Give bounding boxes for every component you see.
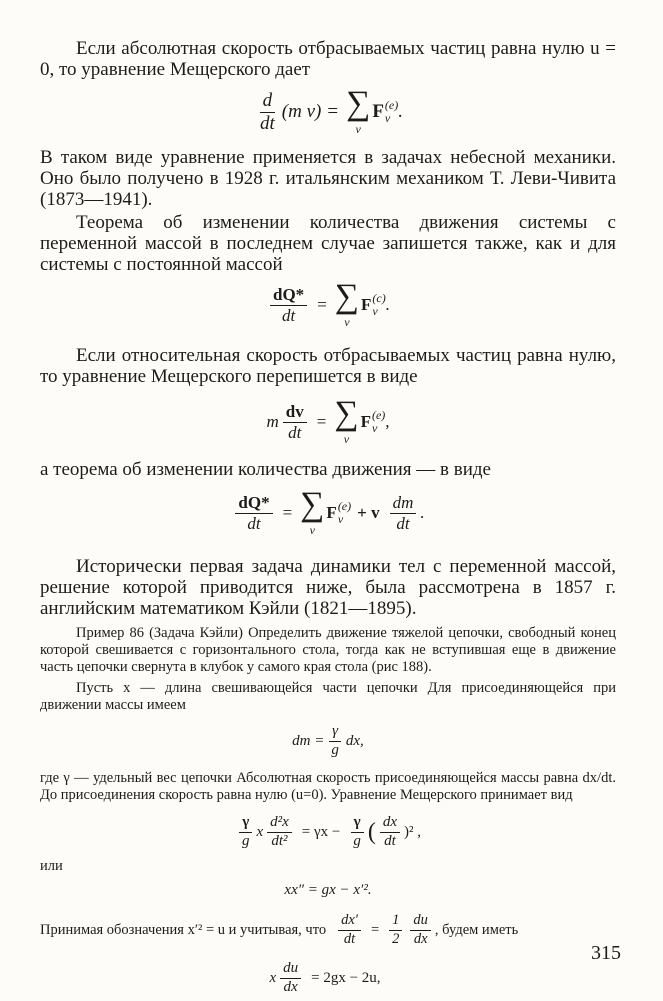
equation-4: $\frac{dQ*}{dt}$ = ∑ ν F (e) ν + v $\frac{dm}{dt}$ . — [40, 482, 616, 544]
paragraph-6: Исторически первая задача динамики тел с переменной массой, решение которой приводится ниже, была рассмотрена в 1857 г. английским математиком Кэйли (1821—1895). — [40, 556, 616, 619]
paragraph-9: где γ — удельный вес цепочки Абсолютная скорость присоединяющейся массы равна dx/dt. До присоединения скорость равна нулю (u=0). Уравнение Мещерского принимает вид — [40, 770, 616, 803]
equation-9: x $\frac{du}{dx}$ = 2gx − 2u, — [269, 959, 381, 995]
equation-3: m $\frac{dv}{dt}$ = ∑ ν F (e) ν , — [266, 395, 390, 446]
or-label: или — [40, 858, 63, 874]
paragraph-8: Пусть x — длина свешивающейся части цепочки Для присоединяющейся при движении массы имеем — [40, 680, 616, 713]
paragraph-1: Если абсолютная скорость отбрасываемых частиц равна нулю u = 0, то уравнение Мещерского дает — [40, 38, 616, 80]
equation-2: $\frac{dQ*}{dt}$ = ∑ ν F (c) ν . — [40, 277, 616, 333]
page-body — [40, 36, 616, 1001]
paragraph-3: Теорема об изменении количества движения системы с переменной массой в последнем случае запишется также, как и для системы с постоянной массой — [40, 212, 616, 275]
paragraph-4: Если относительная скорость отбрасываемых частиц равна нулю, то уравнение Мещерского перепишется в виде — [40, 345, 616, 387]
equation-7: xx″ = gx − x′². — [284, 881, 372, 898]
page-number: 315 — [591, 942, 621, 964]
equation-6: $\frac{\gamma}{g}$ x $\frac{\text{d²x}}{\text{dt²}}$ = γx − $\frac{\gamma}{g}$ ( $\frac{dx}{dt}$ )² , — [40, 806, 616, 858]
paragraph-10: Принимая обозначения x′² = u и учитывая, что $\frac{dx'}{dt}$ = $\frac{1}{2}$ $\frac{du}{dx}$ , будем иметь — [40, 912, 519, 947]
equation-5: dm = $\frac{\gamma}{g}$ dx, — [292, 722, 364, 758]
equation-1: $\frac{d}{dt}$ (m v) = ∑ ν F (e) ν . — [260, 85, 403, 136]
example-86: Пример 86 (Задача Кэйли) Определить движение тяжелой цепочки, свободный конец которой свешивается с горизонтального стола, тогда как не вступившая еще в движение часть цепочки свернута в клубок у самого края стола (рис 188). — [40, 625, 616, 675]
paragraph-5: а теорема об изменении количества движения — в виде — [40, 459, 491, 480]
paragraph-2: В таком виде уравнение применяется в задачах небесной механики. Оно было получено в 1928 г. итальянским механиком Т. Леви-Чивита (1873—1941). — [40, 147, 616, 210]
